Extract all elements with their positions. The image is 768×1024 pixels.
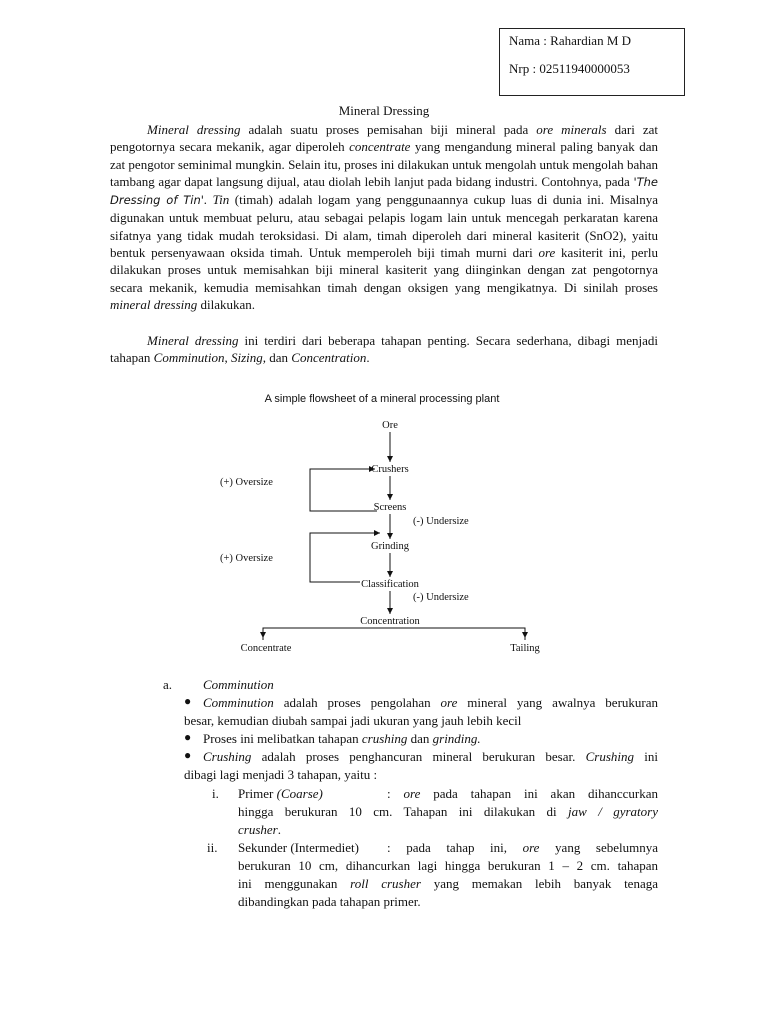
- stage-primer-line2: [238, 803, 658, 821]
- text: ini: [634, 749, 658, 764]
- label-oversize-2: (+) Oversize: [220, 553, 273, 564]
- term: crusher: [238, 822, 278, 837]
- stage-secondary-desc: [387, 839, 658, 857]
- bullet-icon: ●: [184, 694, 192, 708]
- student-nrp: Nrp : 02511940000053: [509, 61, 630, 76]
- text: ini menggunakan: [238, 876, 351, 891]
- text: ini terdiri dari beberapa tahapan penting. Secara sederhana, dibagi menjadi tahapan: [110, 333, 658, 366]
- term: ore: [403, 786, 421, 801]
- term: ore: [538, 245, 556, 261]
- stage-secondary-label: Sekunder (Intermediet): [238, 840, 359, 855]
- stage-primer-line3: [238, 821, 281, 839]
- text: dan: [266, 350, 292, 366]
- term: mineral dressing: [110, 296, 198, 312]
- term: Mineral dressing: [147, 122, 241, 137]
- text: : pada tahap ini,: [387, 840, 523, 855]
- text: kasiterit ini, perlu dilakukan proses untuk memisahkan biji mineral kasiterit yang diinginkan dengan zat pengotornya secara mekanik, kemudia memisahkan timah dengan oksigen yang mengikatnya. Di sinilah proses: [110, 245, 659, 295]
- bullet-line: dibagi lagi menjadi 3 tahapan, yaitu :: [184, 767, 378, 782]
- term: Crushing: [585, 749, 635, 764]
- node-classification: Classification: [361, 579, 419, 590]
- text: adalah suatu proses pemisahan biji mineral pada: [240, 122, 537, 137]
- text: yang sebelumnya: [539, 840, 658, 855]
- section-label: a.: [163, 677, 173, 692]
- text: dan: [407, 731, 433, 746]
- bullet-line: besar, kemudian diubah sampai jadi ukuran yang jauh lebih kecil: [184, 713, 522, 728]
- text: ,: [224, 350, 231, 366]
- bullet-comminution: [203, 694, 658, 712]
- term: Mineral dressing: [147, 333, 239, 348]
- text: Proses ini melibatkan tahapan: [203, 731, 362, 746]
- term: 'The Dressing of Tin': [110, 174, 658, 208]
- arrow-oversize-loop-1: [310, 469, 377, 511]
- node-concentrate: Concentrate: [240, 643, 292, 654]
- document-title: Mineral Dressing: [338, 103, 430, 118]
- student-name: Nama : Rahardian M D: [509, 33, 632, 48]
- term: concentrate: [349, 139, 411, 155]
- text: .: [366, 350, 370, 366]
- section-heading: Comminution: [203, 677, 274, 692]
- term: Concentration: [291, 350, 367, 366]
- node-tailing: Tailing: [510, 643, 540, 654]
- text: adalah proses penghancuran mineral berukuran besar.: [251, 749, 586, 764]
- text: (timah) adalah logam yang penggunaannya cukup luas di dunia ini. Misalnya digunakan untuk membuat peluru, atau sebagai pelapis logam lain untuk mencegah perkaratan karena sifatnya yang tidak mudah teroksidasi. Di alam, timah diperoleh dari mineral kasiterit (SnO2), yaitu bentuk persenyawaan oksida timah. Untuk memperoleh biji timah murni dari: [110, 192, 659, 261]
- term: . Tin: [203, 192, 230, 208]
- text: dilakukan.: [197, 296, 256, 312]
- arrow-oversize-loop-2: [310, 533, 380, 582]
- flowsheet-title: A simple flowsheet of a mineral processing plant: [264, 393, 500, 405]
- term: Crushing: [203, 749, 252, 764]
- term: ore: [522, 840, 540, 855]
- text: pada tahapan ini akan dihanccurkan: [420, 786, 658, 801]
- list-number: ii.: [207, 840, 218, 855]
- term: (Coarse): [276, 786, 323, 801]
- bullet-crushing: [203, 748, 658, 766]
- stage-secondary-line3: [238, 875, 658, 893]
- bullet-process: [203, 730, 481, 748]
- text: yang memakan lebih banyak tenaga: [420, 876, 658, 891]
- flowsheet-diagram: [210, 388, 555, 660]
- stage-secondary-line2: berukuran 10 cm, dihancurkan lagi hingga berukuran 1 – 2 cm. tahapan: [238, 858, 658, 873]
- term: roll crusher: [350, 876, 421, 891]
- node-screens: Screens: [373, 502, 407, 513]
- text: yang mengandung mineral paling banyak dan zat pengotor seminimal mungkin. Selain itu, proses ini dilakukan untuk mengolah untuk mengolah bahan tambang agar dapat langsung dijual, atau diolah lebih lanjut pada bidang industri. Contohnya, pada: [110, 139, 658, 189]
- paragraph-intro: [110, 121, 658, 313]
- text: Primer: [238, 786, 277, 801]
- label-oversize-1: (+) Oversize: [220, 477, 273, 488]
- node-concentration: Concentration: [360, 616, 420, 627]
- paragraph-stages: [110, 332, 658, 367]
- text: .: [277, 822, 281, 837]
- node-crushers: Crushers: [371, 464, 409, 475]
- term: Comminution: [153, 350, 225, 366]
- bullet-icon: ●: [184, 730, 192, 744]
- bullet-icon: ●: [184, 748, 192, 762]
- label-undersize-1: (-) Undersize: [413, 516, 469, 527]
- stage-primer-desc: [387, 785, 658, 803]
- text: dari zat pengotornya secara mekanik, agar diperoleh: [110, 122, 658, 155]
- text: adalah proses pengolahan: [273, 695, 441, 710]
- term: grinding.: [432, 731, 481, 746]
- term: ore minerals: [536, 122, 607, 137]
- term: crushing: [361, 731, 408, 746]
- text: mineral yang awalnya berukuran: [457, 695, 659, 710]
- label-undersize-2: (-) Undersize: [413, 592, 469, 603]
- term: Sizing,: [230, 350, 267, 366]
- branch-line: [263, 628, 525, 640]
- term: jaw / gyratory: [568, 804, 658, 819]
- term: ore: [440, 695, 458, 710]
- node-ore: Ore: [382, 420, 398, 431]
- stage-primer-label: [238, 785, 323, 803]
- term: Comminution: [203, 695, 274, 710]
- text: hingga berukuran 10 cm. Tahapan ini dilakukan di: [238, 804, 569, 819]
- student-id-box: [499, 28, 685, 96]
- list-number: i.: [212, 786, 219, 801]
- text: :: [387, 786, 404, 801]
- node-grinding: Grinding: [371, 541, 409, 552]
- stage-secondary-line4: dibandingkan pada tahapan primer.: [238, 894, 421, 909]
